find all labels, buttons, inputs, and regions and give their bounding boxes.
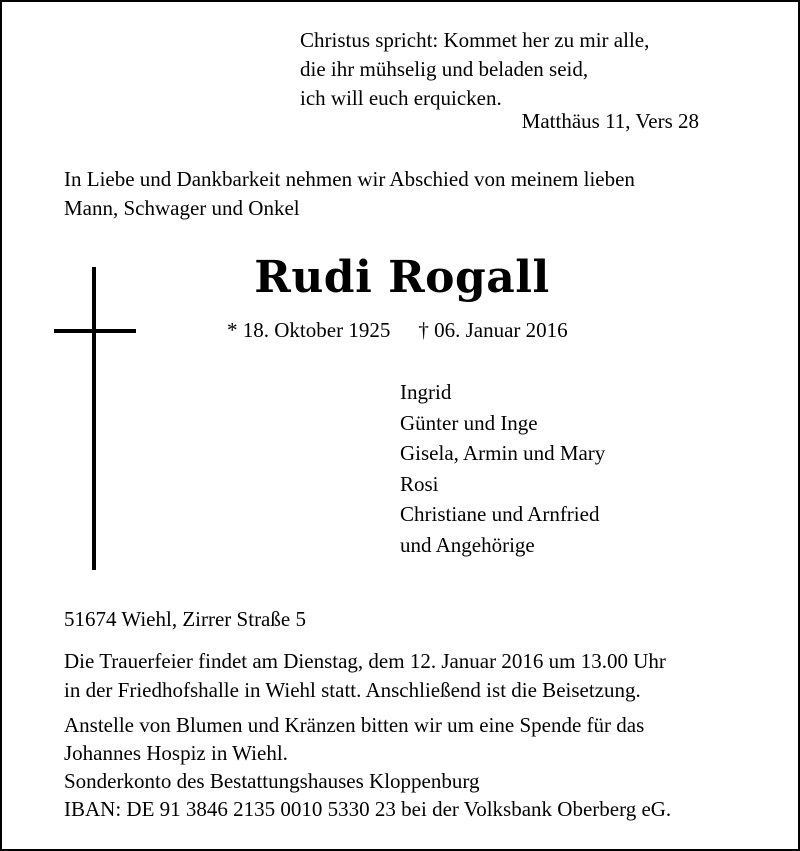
bible-verse: [300, 26, 649, 113]
birth-date: * 18. Oktober 1925: [227, 318, 391, 342]
mourner-item: Christiane und Arnfried: [400, 502, 600, 526]
life-dates: [227, 316, 568, 345]
iban-line: IBAN: DE 91 3846 2135 0010 5330 23 bei der Volksbank Oberberg eG.: [64, 797, 672, 821]
ceremony-line: in der Friedhofshalle in Wiehl statt. Anschließend ist die Beisetzung.: [64, 678, 641, 702]
verse-line: die ihr mühselig und beladen seid,: [300, 57, 589, 81]
christian-cross-icon-bar: [54, 329, 136, 333]
donation-info: [64, 711, 671, 823]
christian-cross-icon: [92, 267, 96, 570]
donation-line: Sonderkonto des Bestattungshauses Kloppenburg: [64, 769, 480, 793]
donation-line: Johannes Hospiz in Wiehl.: [64, 741, 288, 765]
mourner-item: und Angehörige: [400, 532, 535, 557]
mourner-item: Ingrid: [400, 380, 452, 404]
verse-line: Christus spricht: Kommet her zu mir alle,: [300, 28, 650, 52]
intro-text: [64, 165, 635, 223]
ceremony-line: Die Trauerfeier findet am Dienstag, dem 12. Januar 2016 um 13.00 Uhr: [64, 649, 666, 673]
funeral-ceremony-info: [64, 647, 666, 705]
family-address: 51674 Wiehl, Zirrer Straße 5: [64, 607, 306, 631]
intro-line: Mann, Schwager und Onkel: [64, 196, 300, 220]
intro-line: In Liebe und Dankbarkeit nehmen wir Abschied von meinem lieben: [64, 167, 635, 191]
mourners-list: [400, 377, 605, 560]
death-date: † 06. Januar 2016: [418, 318, 568, 342]
donation-line: Anstelle von Blumen und Kränzen bitten wir um eine Spende für das: [64, 713, 645, 737]
verse-line: ich will euch erquicken.: [300, 86, 502, 110]
mourner-item: Rosi: [400, 471, 439, 496]
mourner-item: Günter und Inge: [400, 410, 538, 435]
verse-reference: Matthäus 11, Vers 28: [521, 109, 699, 133]
deceased-name: Rudi Rogall: [254, 252, 550, 303]
mourner-item: Gisela, Armin und Mary: [400, 441, 606, 465]
